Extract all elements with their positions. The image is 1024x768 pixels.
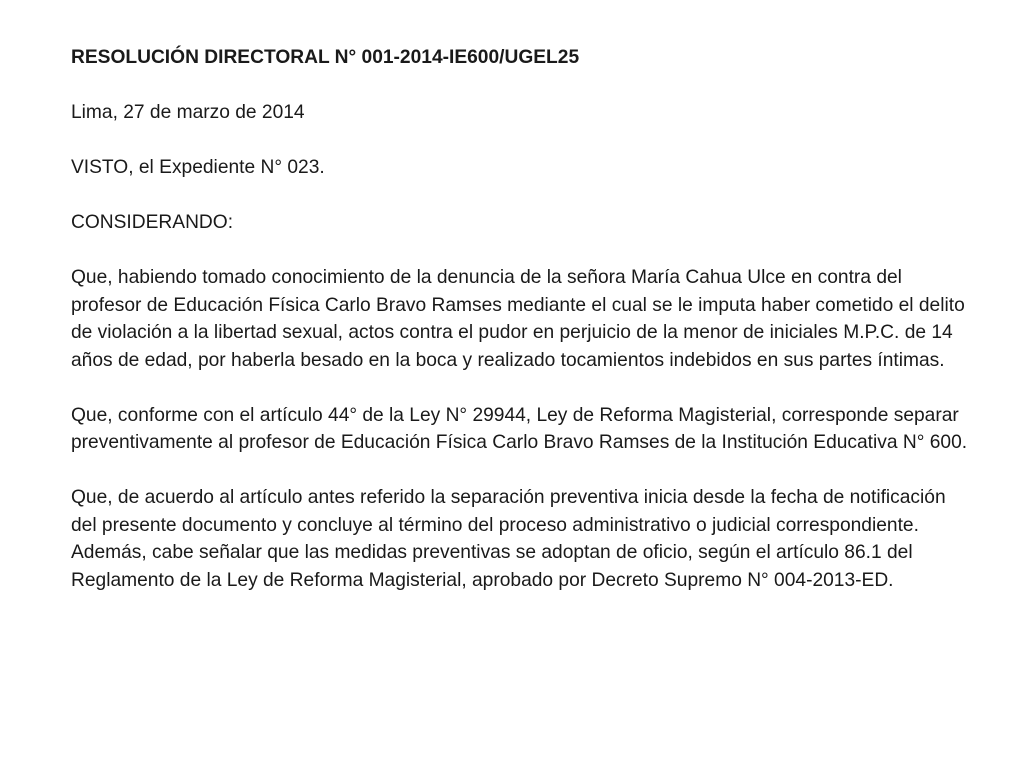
considerando-heading: CONSIDERANDO: xyxy=(71,212,234,233)
paragraph-preventive-measure: Que, de acuerdo al artículo antes referido la separación preventiva inicia desde la fecha de notificación del presente documento y concluye al término del proceso administrativo o judicial correspondiente. Además, cabe señalar que las medidas preventivas se adoptan de oficio, según el artículo 86.1 del Reglamento de la Ley de Reforma Magisterial, aprobado por Decreto Supremo N° 004-2013-ED. xyxy=(71,487,946,591)
visto-line: VISTO, el Expediente N° 023. xyxy=(71,157,325,178)
date-line: Lima, 27 de marzo de 2014 xyxy=(71,102,305,123)
paragraph-legal-basis: Que, conforme con el artículo 44° de la Ley N° 29944, Ley de Reforma Magisterial, corresponde separar preventivamente al profesor de Educación Física Carlo Bravo Ramses de la Institución Educativa N° 600. xyxy=(71,404,968,453)
document-body xyxy=(71,44,971,594)
resolution-title: RESOLUCIÓN DIRECTORAL N° 001-2014-IE600/UGEL25 xyxy=(71,47,580,68)
paragraph-complaint: Que, habiendo tomado conocimiento de la denuncia de la señora María Cahua Ulce en contra del profesor de Educación Física Carlo Bravo Ramses mediante el cual se le imputa haber cometido el delito de violación a la libertad sexual, actos contra el pudor en perjuicio de la menor de iniciales M.P.C. de 14 años de edad, por haberla besado en la boca y realizado tocamientos indebidos en sus partes íntimas. xyxy=(71,267,965,371)
